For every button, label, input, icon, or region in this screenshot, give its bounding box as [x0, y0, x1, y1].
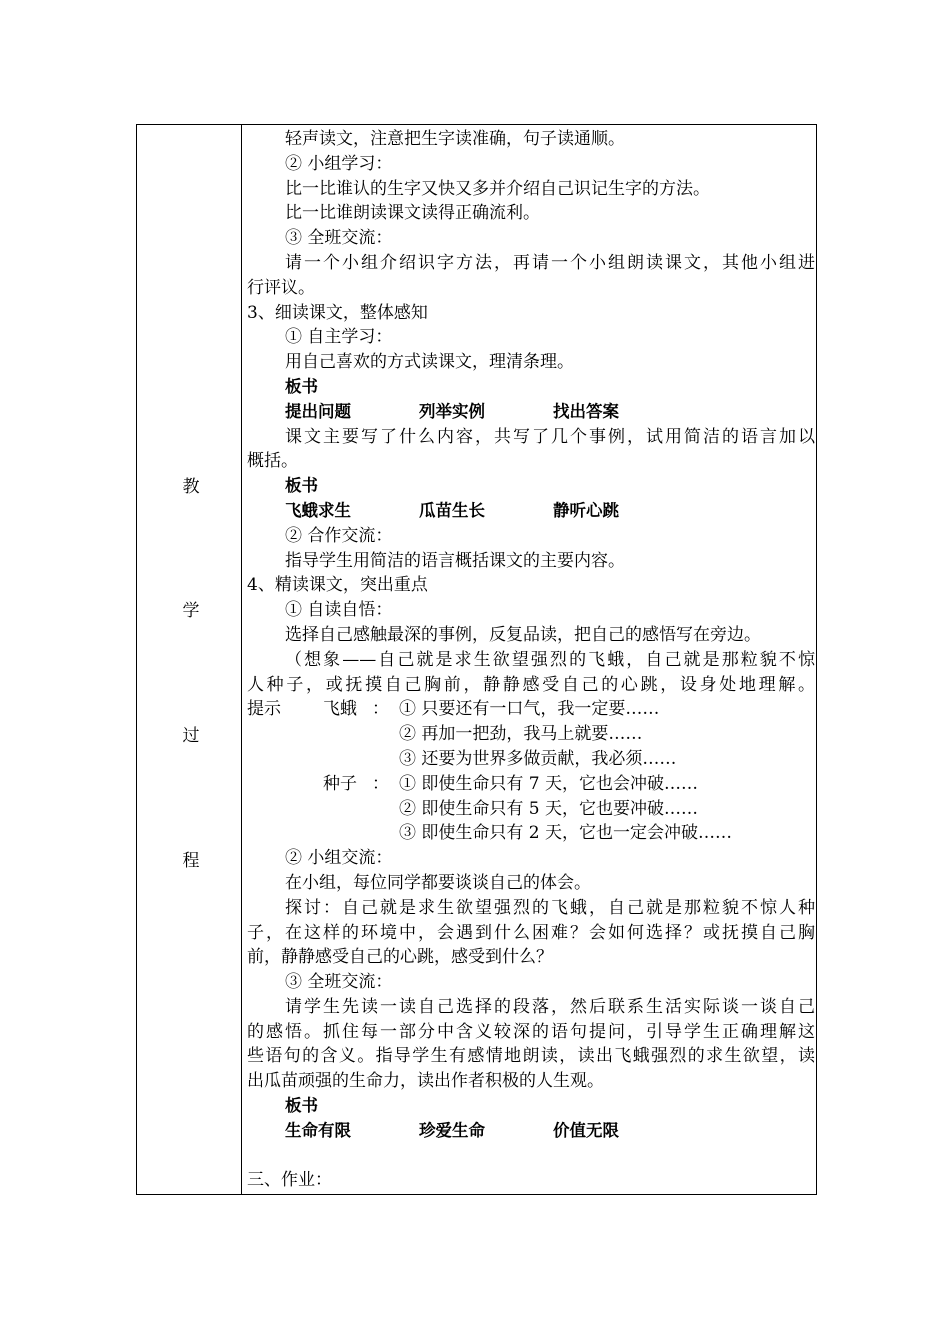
hint-item: ③ 还要为世界多做贡献，我必须…… [399, 748, 677, 769]
hint-row [247, 697, 815, 722]
board-title: 板书 [285, 1096, 318, 1116]
board-item: 价值无限 [553, 1120, 619, 1140]
hint-row [247, 747, 815, 772]
text-line: 用自己喜欢的方式读课文，理清条理。 [285, 352, 574, 373]
hint-row [247, 821, 815, 846]
hint-item: ① 只要还有一口气，我一定要…… [399, 699, 660, 720]
board-item: 静听心跳 [553, 500, 619, 520]
seed-label: 种子 [323, 773, 357, 794]
side-label-char: 过 [182, 726, 200, 746]
text-line: 选择自己感触最深的事例，反复品读，把自己的感悟写在旁边。 [285, 624, 761, 645]
blank-line [247, 1144, 815, 1169]
section-heading: 三、作业： [247, 1170, 332, 1191]
hint-item: ① 即使生命只有 7 天，它也会冲破…… [399, 773, 699, 794]
board-items [247, 499, 815, 524]
text-line: ② 小组学习： [285, 153, 393, 174]
hint-item: ② 即使生命只有 5 天，它也要冲破…… [399, 798, 699, 819]
text-line: 概括。 [247, 451, 298, 472]
section-heading: 4、精读课文，突出重点 [247, 575, 428, 596]
side-label-char: 程 [182, 851, 200, 871]
board-item: 列举实例 [419, 401, 485, 421]
text-line: 指导学生用简洁的语言概括课文的主要内容。 [285, 550, 625, 571]
board-item: 珍爱生命 [419, 1120, 485, 1140]
text-line: ② 小组交流： [285, 848, 393, 869]
hint-row [247, 797, 815, 822]
text-line: 课文主要写了什么内容，共写了几个事例，试用简洁的语言加以 [285, 426, 815, 447]
text-line: 人种子，或抚摸自己胸前，静静感受自己的心跳，设身处地理解。 [247, 674, 815, 695]
moth-label: 飞蛾 [323, 699, 357, 720]
text-line: 行评议。 [247, 277, 315, 298]
section-heading: 3、细读课文，整体感知 [247, 302, 428, 323]
text-line: 前，静静感受自己的心跳，感受到什么？ [247, 947, 553, 968]
board-item: 找出答案 [553, 401, 619, 421]
lesson-table [136, 124, 817, 1195]
board-item: 生命有限 [285, 1120, 351, 1140]
hint-row [247, 772, 815, 797]
text-line: 轻声读文，注意把生字读准确，句子读通顺。 [285, 129, 625, 149]
text-line: 子，在这样的环境中，会遇到什么困难？会如何选择？或抚摸自己胸 [247, 922, 815, 943]
text-line: 出瓜苗顽强的生命力，读出作者积极的人生观。 [247, 1071, 604, 1092]
text-line: ① 自主学习： [285, 327, 393, 348]
text-line: ② 合作交流： [285, 525, 393, 546]
board-item: 瓜苗生长 [419, 500, 485, 520]
board-items [247, 1119, 815, 1144]
text-line: 请学生先读一读自己选择的段落，然后联系生活实际谈一谈自己 [285, 996, 815, 1017]
text-line: 在小组，每位同学都要谈谈自己的体会。 [285, 872, 591, 893]
text-line: ③ 全班交流： [285, 972, 393, 993]
board-items [247, 400, 815, 425]
board-title: 板书 [285, 376, 318, 396]
board-title: 板书 [285, 476, 318, 496]
text-line: 比一比谁朗读课文读得正确流利。 [285, 203, 540, 224]
text-line: （想象——自己就是求生欲望强烈的飞蛾，自己就是那粒貌不惊 [285, 649, 815, 670]
board-item: 飞蛾求生 [285, 500, 351, 520]
hint-item: ③ 即使生命只有 2 天，它也一定会冲破…… [399, 823, 733, 844]
text-line: 些语句的含义。指导学生有感情地朗读，读出飞蛾强烈的求生欲望，读 [247, 1046, 815, 1067]
side-label-char: 教 [182, 477, 200, 497]
text-line: 的感悟。抓住每一部分中含义较深的语句提问，引导学生正确理解这 [247, 1021, 815, 1042]
hint-item: ② 再加一把劲，我马上就要…… [399, 724, 643, 745]
text-line: 请一个小组介绍识字方法，再请一个小组朗读课文，其他小组进 [285, 252, 815, 273]
hint-colon: ： [372, 699, 389, 720]
lesson-content [247, 127, 815, 1193]
column-divider [241, 125, 242, 1194]
text-line: 比一比谁认的生字又快又多并介绍自己识记生字的方法。 [285, 178, 710, 199]
side-label-char: 学 [182, 601, 200, 621]
hint-row [247, 722, 815, 747]
text-line: 探讨：自己就是求生欲望强烈的飞蛾，自己就是那粒貌不惊人种 [285, 897, 815, 918]
hint-label: 提示 [247, 699, 281, 720]
text-line: ① 自读自悟： [285, 600, 393, 621]
text-line: ③ 全班交流： [285, 228, 393, 249]
board-item: 提出问题 [285, 401, 351, 421]
hint-colon: ： [372, 773, 389, 794]
